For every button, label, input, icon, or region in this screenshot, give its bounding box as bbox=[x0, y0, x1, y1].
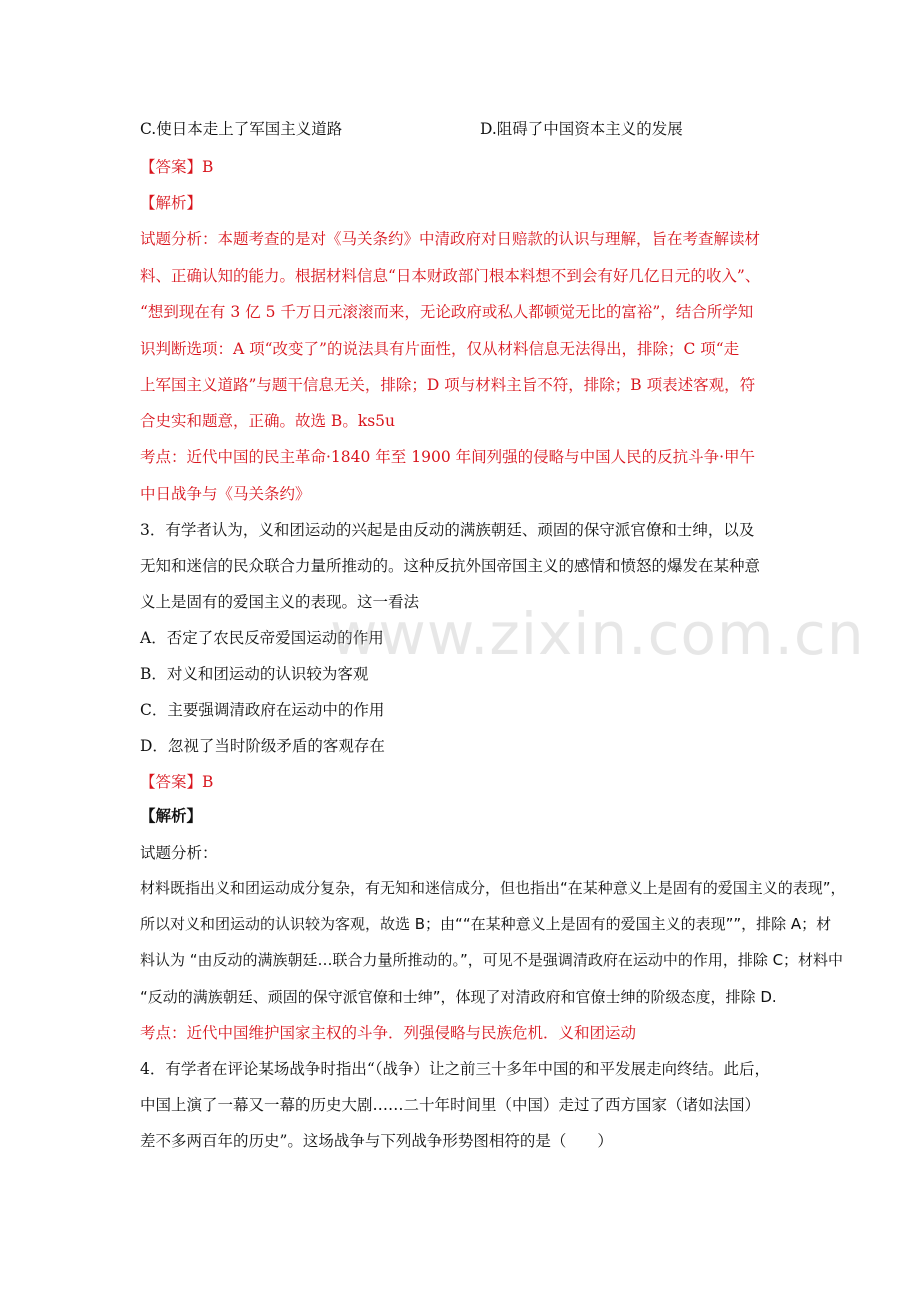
question-stem-line: 无知和迷信的民众联合力量所推动的。这种反抗外国帝国主义的感情和愤怒的爆发在某种意 bbox=[140, 557, 761, 575]
option-d: D．忽视了当时阶级矛盾的客观存在 bbox=[140, 737, 385, 755]
analysis-line: 试题分析：本题考查的是对《马关条约》中清政府对日赔款的认识与理解，旨在考查解读材 bbox=[140, 230, 761, 248]
kaodian-line: 考点：近代中国维护国家主权的斗争．列强侵略与民族危机．义和团运动 bbox=[140, 1024, 637, 1042]
option-c: C．主要强调清政府在运动中的作用 bbox=[140, 701, 385, 719]
option-c: C.使日本走上了军国主义道路 bbox=[140, 120, 343, 138]
analysis-line: “想到现在有 3 亿 5 千万日元滚滚而来，无论政府或私人都顿觉无比的富裕”，结合所学知 bbox=[140, 303, 754, 321]
analysis-line: 合史实和题意，正确。故选 B。ks5u bbox=[140, 412, 396, 430]
analysis-line: 材料既指出义和团运动成分复杂，有无知和迷信成分，但也指出“在某种意义上是固有的爱国主义的表现”， bbox=[140, 879, 846, 897]
question-stem-line: 差不多两百年的历史”。这场战争与下列战争形势图相符的是（ ） bbox=[140, 1132, 613, 1150]
option-a: A．否定了农民反帝爱国运动的作用 bbox=[140, 629, 384, 647]
answer-label: 【答案】B bbox=[140, 773, 214, 791]
analysis-line: 料认为 “由反动的满族朝廷…联合力量所推动的。”，可见不是强调清政府在运动中的作用，排除 C；材料中 bbox=[140, 951, 844, 969]
analysis-line: 上军国主义道路”与题干信息无关，排除；D 项与材料主旨不符，排除；B 项表述客观，符 bbox=[140, 376, 756, 394]
option-b: B．对义和团运动的认识较为客观 bbox=[140, 665, 369, 683]
analysis-line: “反动的满族朝廷、顽固的保守派官僚和士绅”，体现了对清政府和官僚士绅的阶级态度，排除 D. bbox=[140, 988, 777, 1006]
analysis-line: 料、正确认知的能力。根据材料信息“日本财政部门根本料想不到会有好几亿日元的收入”、 bbox=[140, 267, 761, 285]
question-stem-line: 4．有学者在评论某场战争时指出“（战争）让之前三十多年中国的和平发展走向终结。此后， bbox=[140, 1060, 771, 1078]
question-stem-line: 3．有学者认为，义和团运动的兴起是由反动的满族朝廷、顽固的保守派官僚和士绅，以及 bbox=[140, 521, 755, 539]
analysis-heading: 【解析】 bbox=[140, 806, 203, 825]
analysis-line: 所以对义和团运动的认识较为客观，故选 B；由““在某种意义上是固有的爱国主义的表现””，排除 A；材 bbox=[140, 915, 832, 933]
analysis-line: 识判断选项：A 项“改变了”的说法具有片面性，仅从材料信息无法得出，排除；C 项“走 bbox=[140, 340, 740, 358]
kaodian-line: 考点：近代中国的民主革命·1840 年至 1900 年间列强的侵略与中国人民的反抗斗争·甲午 bbox=[140, 448, 756, 466]
option-d: D.阻碍了中国资本主义的发展 bbox=[480, 120, 683, 138]
analysis-heading: 【解析】 bbox=[140, 194, 203, 212]
question-stem-line: 义上是固有的爱国主义的表现。这一看法 bbox=[140, 593, 420, 611]
question-stem-line: 中国上演了一幕又一幕的历史大剧……二十年时间里（中国）走过了西方国家（诸如法国） bbox=[140, 1096, 761, 1114]
analysis-label: 试题分析： bbox=[140, 844, 218, 862]
kaodian-line: 中日战争与《马关条约》 bbox=[140, 485, 311, 503]
watermark: www.zixin.com.cn bbox=[330, 600, 865, 668]
answer-label: 【答案】B bbox=[140, 158, 214, 176]
